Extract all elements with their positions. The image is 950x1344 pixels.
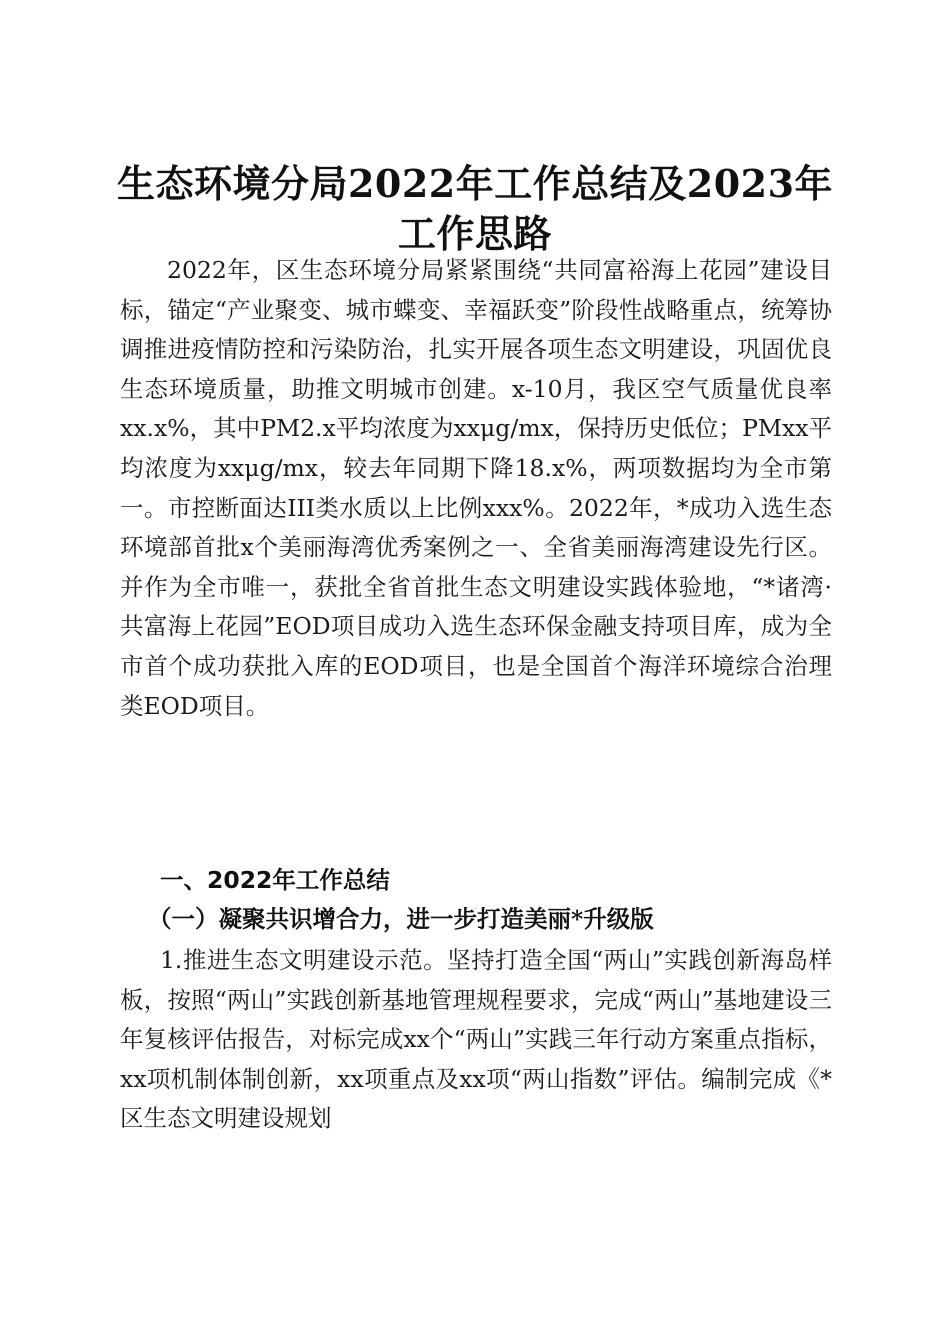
- intro-paragraph: 2022年，区生态环境分局紧紧围绕“共同富裕海上花园”建设目标，锚定“产业聚变、城市蝶变、幸福跃变”阶段性战略重点，统筹协调推进疫情防控和污染防治，扎实开展各项生态文明建设，巩固优良生态环境质量，助推文明城市创建。x-10月，我区空气质量优良率xx.x%，其中PM2.x平均浓度为xxμg/mx，保持历史低位；PMxx平均浓度为xxμg/mx，较去年同期下降18.x%，两项数据均为全市第一。市控断面达III类水质以上比例xxx%。2022年，*成功入选生态环境部首批x个美丽海湾优秀案例之一、全省美丽海湾建设先行区。并作为全市唯一，获批全省首批生态文明建设实践体验地，“*诸湾·共富海上花园”EOD项目成功入选生态环保金融支持项目库，成为全市首个成功获批入库的EOD项目，也是全国首个海洋环境综合治理类EOD项目。: [120, 256, 832, 720]
- paragraph-ecological-demonstration: 1.推进生态文明建设示范。坚持打造全国“两山”实践创新海岛样板，按照“两山”实践创新基地管理规程要求，完成“两山”基地建设三年复核评估报告，对标完成xx个“两山”实践三年行动方案重点指标，xx项机制体制创新，xx项重点及xx项“两山指数”评估。编制完成《*区生态文明建设规划: [120, 946, 832, 1133]
- subsection-heading-consensus: （一）凝聚共识增合力，进一步打造美丽*升级版: [148, 905, 654, 933]
- section-heading-work-summary: 一、2022年工作总结: [160, 866, 390, 894]
- document-title: 生态环境分局2022年工作总结及2023年工作思路: [116, 161, 834, 257]
